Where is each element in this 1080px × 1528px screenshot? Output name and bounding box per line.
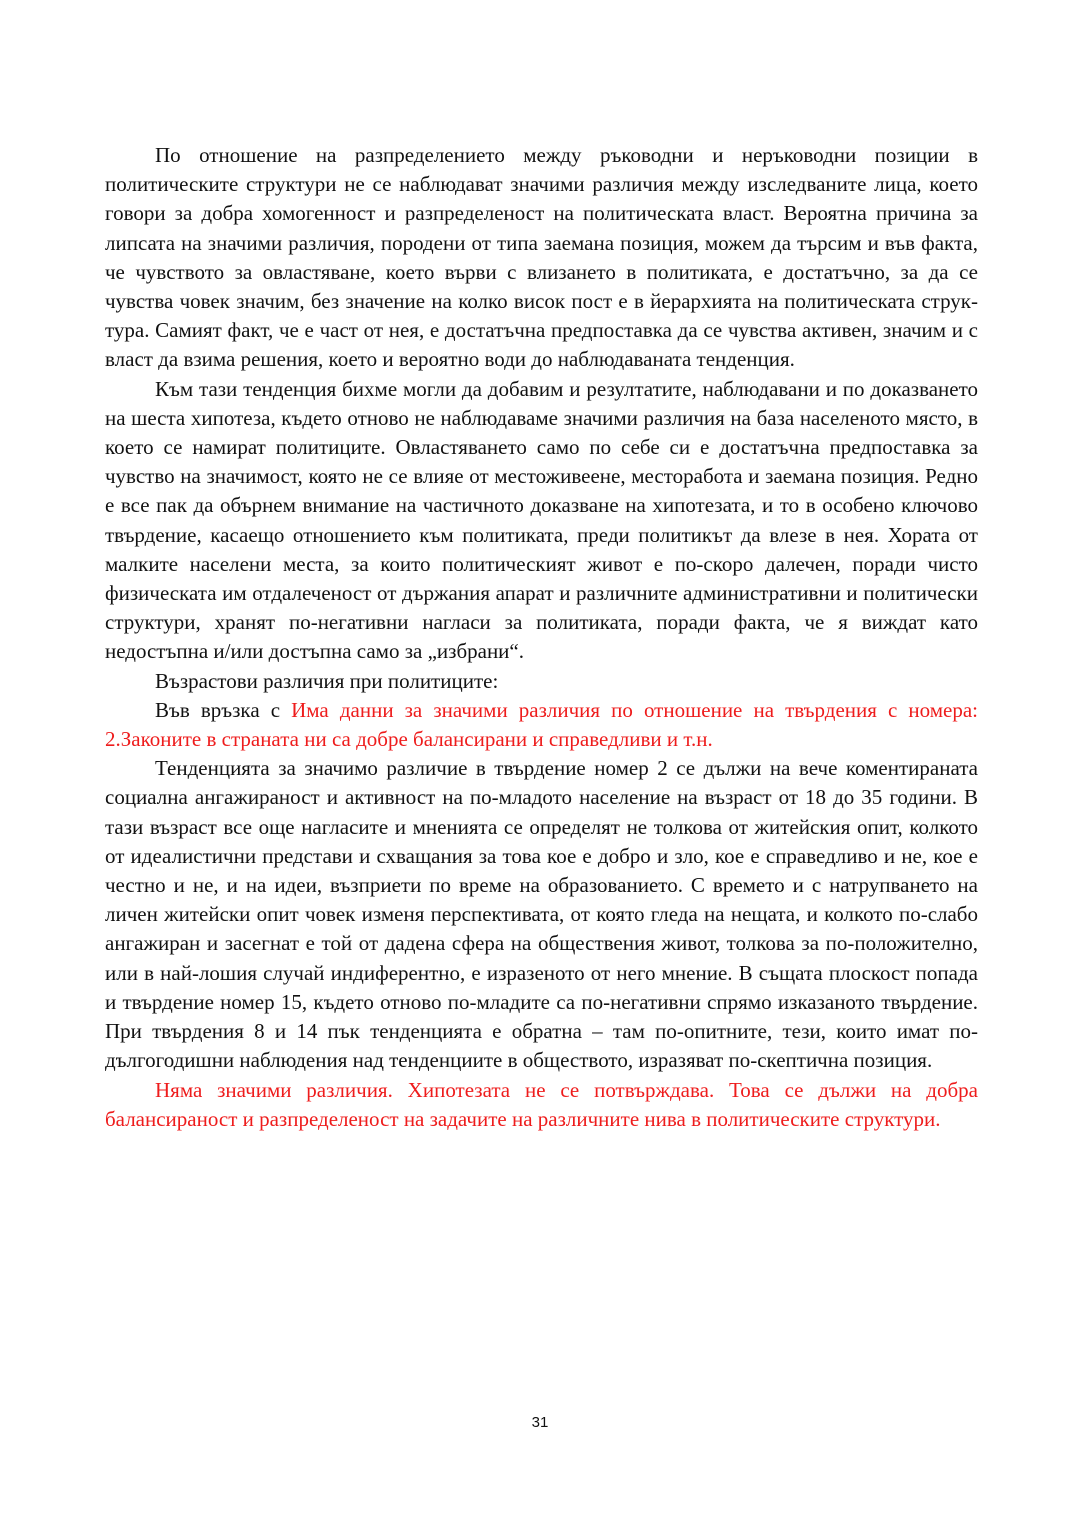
page-number: 31	[531, 1414, 549, 1431]
statement-prefix: Във връзка с	[155, 697, 292, 722]
paragraph-hypothesis-conclusion: Няма значими различия. Хипотезата не се потвърждава. Това се дължи на добра балансираност и разпределеност на задачите на различните нива в политическите структури.	[105, 1077, 978, 1131]
document-body	[105, 141, 978, 1134]
highlighted-statement-list: Има данни за значими различия по отношение на твърдения с номера: 2.Законите в страната ни са добре балансирани и справедливи и т.н.	[105, 697, 978, 752]
paragraph-settlement-tendency: Към тази тенденция бихме могли да добавим и резултатите, наблюдавани и по доказването на шеста хипотеза, където отново не наблюдаваме значими различия на база населеното място, в което се намират политиците. Овластяването само по себе си е достатъчна предпоставка за чувство на значимост, която не се влияе от местоживеене, месторабота и заемана позиция. Редно е все пак да обърнем внимание на частичното доказване на хипотезата, и то в особено ключово твърдение, касаещо отношението към политиката, преди политикът да влезе в нея. Хората от малките населени места, за които политическият живот е по-скоро далечен, поради чисто физическата им отдалеченост от държания апарат и различните административни и политически структури, хранят по-негативни нагласи за политиката, поради факта, че я виждат като недостъпна и/или достъпна само за „избрани“.	[105, 376, 978, 664]
paragraph-statement-two-tendency: Тенденцията за значимо различие в твърдение номер 2 се дължи на вече коментираната социална ангажираност и активност на по-младото население на възраст от 18 до 35 години. В тази възраст все още нагласите и мненията се определят не толкова от житейския опит, колкото от идеалистични представи и схващания за това кое е добро и зло, кое е справедливо и не, кое е честно и не, и на идеи, възприети по време на образованието. С времето и с натрупването на личен житейски опит човек изменя перспективата, от която гледа на нещата, и колкото по-слабо ангажиран и засегнат е той от дадена сфера на обществения живот, толкова за по-положително, или в най-лошия случай индиферентно, е изразеното от него мнение. В същата плоскост попада и твърдение номер 15, където отново по-младите са по-негативни спрямо изказаното твърдение. При твърдения 8 и 14 пък тенденцията е обратна – там по-опитните, тези, които имат подългогодишни наблюдения над тенденциите в обществото, изразяват по-скептична позиция.	[105, 756, 978, 1073]
paragraph-leadership-positions: По отношение на разпределението между ръководни и неръководни позиции в политическите структури не се наблюдават значими различия между изследваните лица, което говори за добра хомогенност и разпределеност на политическата власт. Вероятна причина за липсата на значими различия, породени от типа заемана позиция, можем да търсим и във факта, че чувството за овластяване, което върви с влизането в политиката, е достатъчно, за да се чувства човек значим, без значение на колко висок пост е в йерархията на политическата структура. Самият факт, че е част от нея, е достатъчна предпоставка да се чувства активен, значим и с власт да взима решения, което и вероятно води до наблюдаваната тенденция.	[105, 143, 978, 372]
paragraph-age-differences-heading: Възрастови различия при политиците:	[155, 668, 499, 693]
paragraph-significant-statements	[105, 696, 978, 754]
